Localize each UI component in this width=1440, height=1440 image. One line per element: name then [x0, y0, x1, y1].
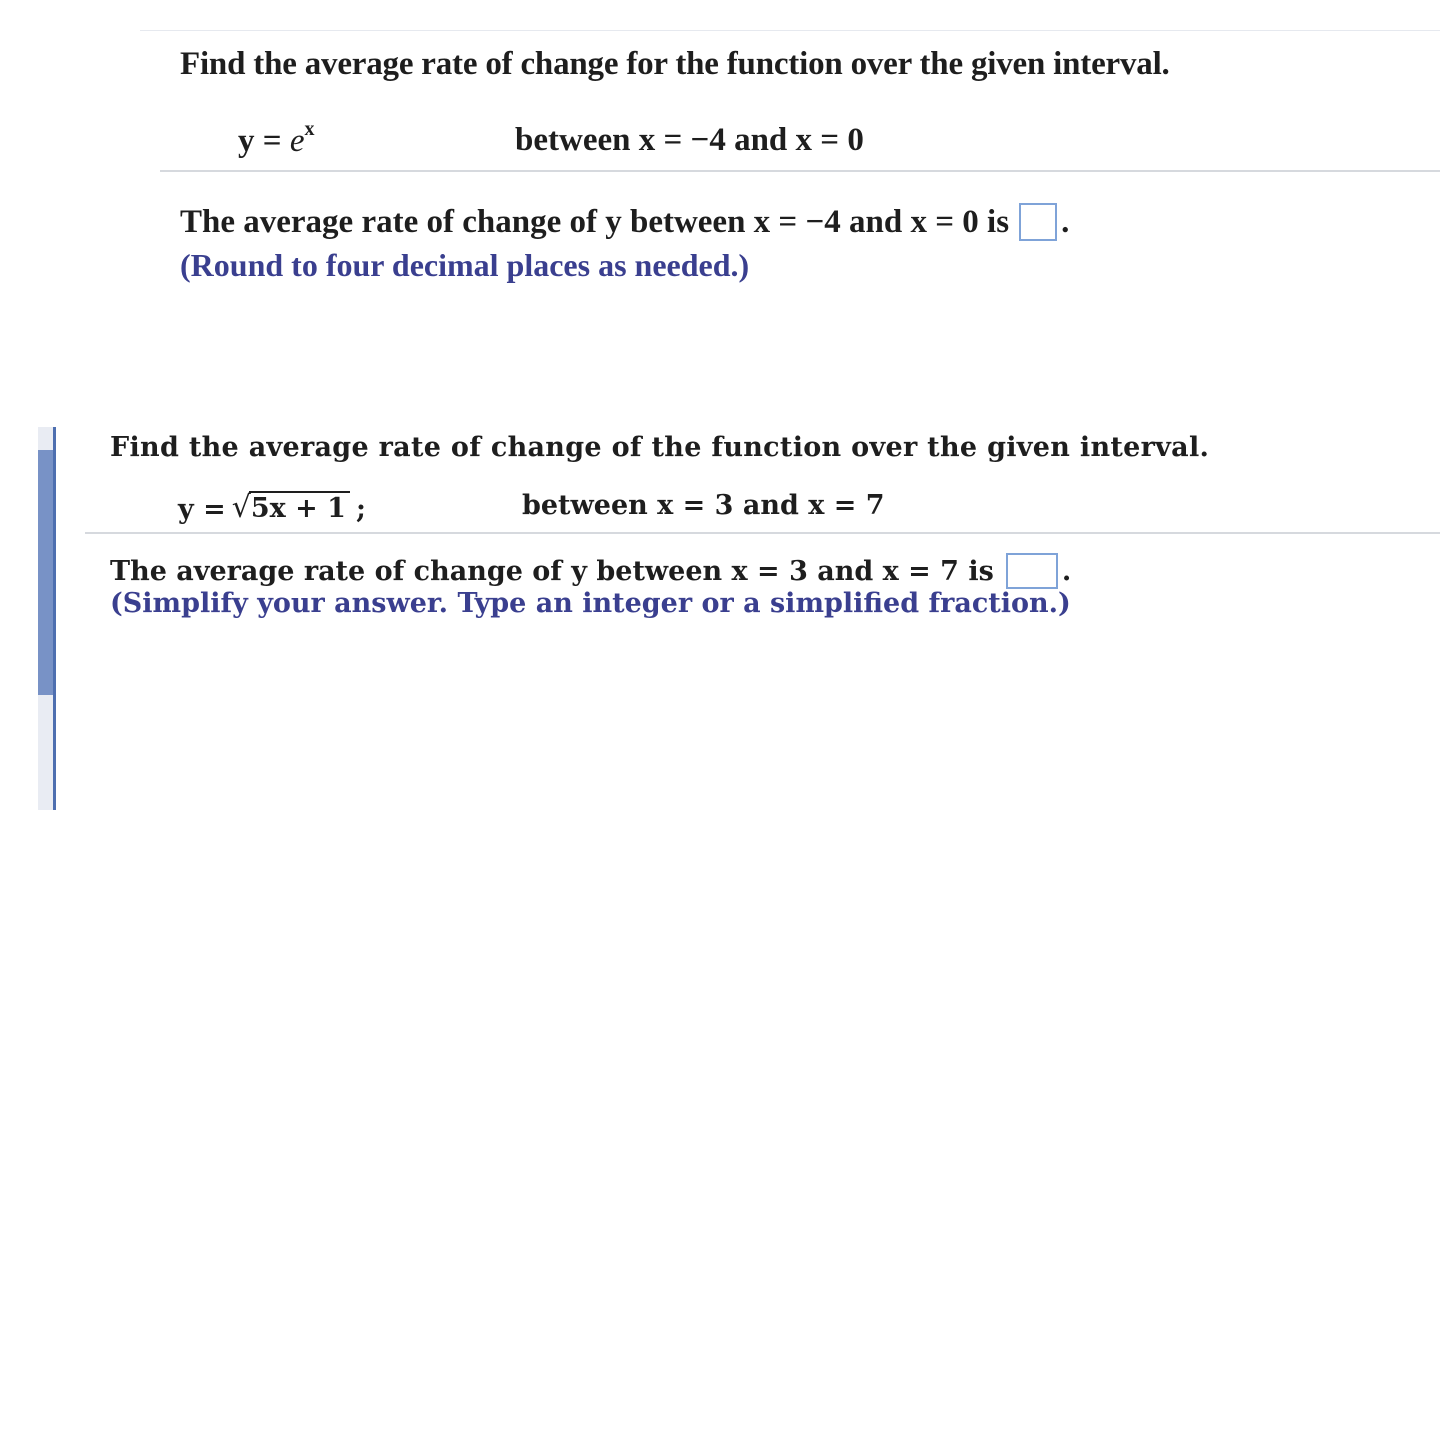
- problem1-function-exponent: x: [304, 118, 315, 140]
- problem2-prompt: Find the average rate of change of the function over the given interval.: [110, 432, 1210, 463]
- problem2-function: [178, 490, 366, 525]
- problem1-answer-line: [180, 203, 1069, 241]
- problem2-answer-suffix: .: [1061, 555, 1072, 587]
- problem2-function-lhs: y =: [178, 494, 226, 525]
- problem2-hint: (Simplify your answer. Type an integer or a simplified fraction.): [110, 588, 1071, 619]
- problem1-prompt: Find the average rate of change for the function over the given interval.: [180, 46, 1170, 82]
- radical-icon: √: [231, 490, 251, 525]
- problem2-answer-line: [110, 553, 1071, 589]
- problem1-interval: between x = −4 and x = 0: [515, 122, 864, 158]
- problem2-radicand: 5x + 1: [249, 491, 350, 524]
- problem1-answer-prefix: The average rate of change of y between x = −4 and x = 0 is: [180, 203, 1010, 240]
- problem1-function-lhs: y =: [238, 123, 290, 159]
- problem2-function-suffix: ;: [355, 494, 366, 525]
- problem1-function-base: e: [289, 123, 305, 159]
- problem2-side-border: [53, 427, 56, 810]
- problem2-divider: [85, 532, 1440, 534]
- problem1-hint: (Round to four decimal places as needed.): [180, 247, 750, 283]
- problem1-answer-input[interactable]: [1019, 203, 1057, 241]
- problem2-interval: between x = 3 and x = 7: [522, 490, 885, 521]
- problem1-function: [238, 118, 315, 160]
- problem1-answer-suffix: .: [1061, 203, 1070, 240]
- problem2-answer-prefix: The average rate of change of y between x = 3 and x = 7 is: [110, 555, 994, 587]
- top-divider: [140, 30, 1440, 31]
- problem1-divider: [160, 170, 1440, 172]
- problem2-radical: [232, 490, 350, 525]
- problem2-side-scrollbar[interactable]: [38, 450, 54, 695]
- problem2-answer-input[interactable]: [1006, 553, 1058, 589]
